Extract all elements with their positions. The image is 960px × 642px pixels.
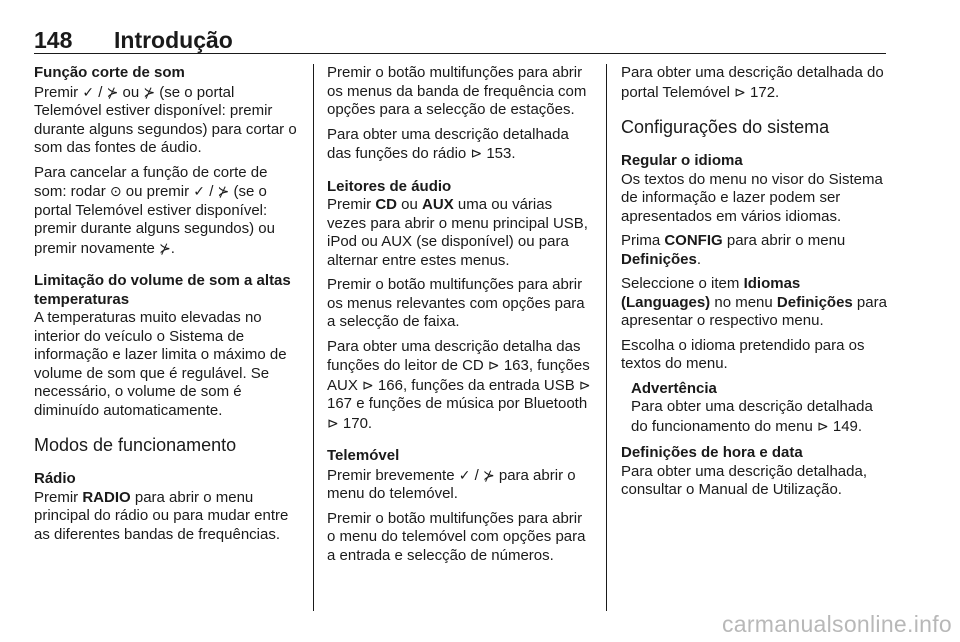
heading-phone: Telemóvel	[327, 447, 400, 464]
paragraph: Premir brevemente ✓ / ⊁ para abrir o menu do telemóvel.	[327, 466, 576, 502]
mute-icon: ⊁	[106, 83, 119, 100]
mute-icon: ⊁	[143, 83, 156, 100]
paragraph: Premir CD ou AUX uma ou várias vezes para abrir o menu principal USB, iPod ou AUX (se disponível) ou para alternar entre estes menus.	[327, 196, 588, 269]
paragraph: Para obter uma descrição detalha das funções do leitor de CD ⊳ 163, funções AUX ⊳ 166, funções da entrada USB ⊳ 167 e funções de música por Bluetooth ⊳ 170.	[327, 337, 591, 432]
phone-icon: ✓	[82, 83, 95, 100]
heading-audio-players: Leitores de áudio	[327, 177, 452, 195]
paragraph: Premir o botão multifunções para abrir os menus relevantes com opções para a selecção de faixa.	[327, 276, 585, 330]
paragraph: Para cancelar a função de corte de som: rodar ⊙ ou premir ✓ / ⊁ (se o portal Telemóvel estiver disponível: premir durante alguns segundos) ou premir novamente ⊁.	[34, 163, 275, 257]
paragraph: Escolha o idioma pretendido para os textos do menu.	[621, 336, 865, 372]
note-box: Advertência Para obter uma descrição detalhada do funcionamento do menu ⊳ 149.	[621, 380, 889, 437]
paragraph: Premir RADIO para abrir o menu principal do rádio ou para mudar entre as diferentes bandas de frequências.	[34, 488, 289, 543]
column-3	[621, 64, 889, 506]
paragraph: Premir ✓ / ⊁ ou ⊁ (se o portal Telemóvel estiver disponível: premir durante alguns segundos) para cortar o som das fontes de áudio.	[34, 83, 297, 156]
paragraph: Seleccione o item Idiomas (Languages) no menu Definições para apresentar o respectivo menu.	[621, 275, 887, 329]
paragraph: Para obter uma descrição detalhada, consultar o Manual de Utilização.	[621, 462, 867, 498]
page-header	[34, 27, 886, 54]
section-title-modes: Modos de funcionamento	[34, 435, 237, 455]
section-title-system-settings: Configurações do sistema	[621, 117, 830, 137]
page-number: 148	[34, 27, 73, 53]
heading-volume-limit: Limitação do volume de som a altas temperaturas	[34, 272, 291, 308]
paragraph: Para obter uma descrição detalhada das funções do rádio ⊳ 153.	[327, 125, 569, 162]
phone-icon: ✓	[458, 466, 471, 483]
heading-radio: Rádio	[34, 470, 76, 487]
paragraph: Os textos do menu no visor do Sistema de informação e lazer podem ser apresentados em vários idiomas.	[621, 170, 883, 225]
reference-arrow-icon: ⊳	[362, 376, 374, 393]
column-2	[327, 64, 593, 571]
column-1	[34, 64, 300, 550]
reference-arrow-icon: ⊳	[470, 145, 483, 161]
mute-icon: ⊁	[217, 183, 230, 199]
paragraph: Premir o botão multifunções para abrir o menu do telemóvel com opções para a entrada e selecção de números.	[327, 509, 586, 564]
page-title: Introdução	[114, 27, 233, 53]
mute-icon: ⊁	[159, 239, 171, 256]
paragraph: Premir o botão multifunções para abrir os menus da banda de frequência com opções para a selecção de estações.	[327, 64, 587, 118]
note-title: Advertência	[631, 379, 717, 397]
mute-icon: ⊁	[482, 466, 495, 483]
heading-time-date: Definições de hora e data	[621, 444, 803, 461]
reference-arrow-icon: ⊳	[816, 417, 829, 434]
paragraph: A temperaturas muito elevadas no interior do veículo o Sistema de informação e lazer limita o máximo de volume de som que é regulável. Se necessário, o volume de som é diminuído automaticamente.	[34, 309, 287, 419]
heading-language: Regular o idioma	[621, 152, 743, 169]
column-divider	[313, 64, 314, 611]
reference-arrow-icon: ⊳	[734, 83, 746, 100]
reference-arrow-icon: ⊳	[487, 357, 500, 373]
reference-arrow-icon: ⊳	[327, 414, 339, 431]
paragraph: Prima CONFIG para abrir o menu Definições.	[621, 232, 846, 268]
reference-arrow-icon: ⊳	[578, 376, 591, 393]
paragraph: Para obter uma descrição detalhada do portal Telemóvel ⊳ 172.	[621, 64, 884, 101]
watermark: carmanualsonline.info	[721, 611, 952, 637]
knob-icon: ⊙	[109, 183, 122, 199]
phone-icon: ✓	[193, 183, 206, 199]
column-divider	[606, 64, 607, 611]
heading-mute-function: Função corte de som	[34, 64, 185, 81]
